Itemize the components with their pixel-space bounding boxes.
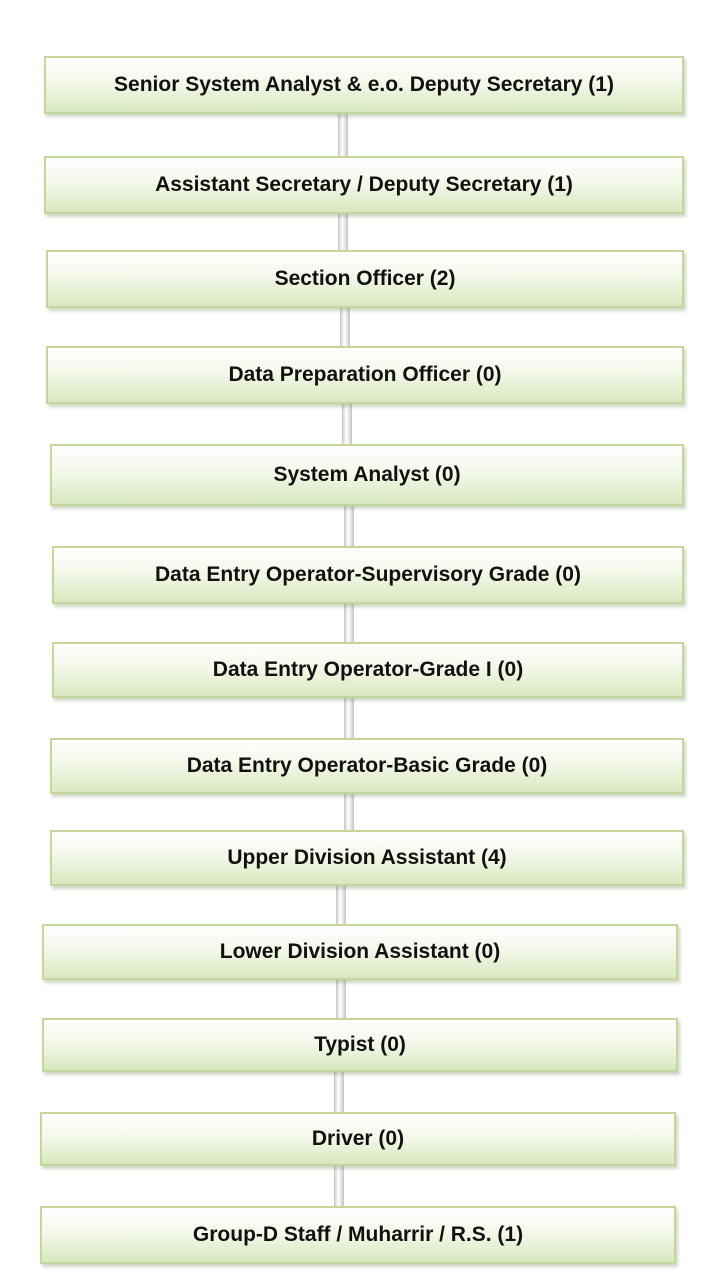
connector-6	[344, 604, 354, 644]
position-box-data-preparation-officer	[46, 346, 684, 404]
position-label: Driver (0)	[311, 1127, 405, 1150]
position-label: Typist (0)	[314, 1033, 406, 1056]
position-label: System Analyst (0)	[273, 463, 461, 486]
connector-9	[336, 886, 346, 926]
position-box-deo-basic-grade	[50, 738, 684, 794]
connector-7	[344, 698, 354, 740]
position-label: Data Entry Operator-Supervisory Grade (0)	[155, 563, 581, 586]
position-box-upper-division-assistant	[50, 830, 684, 886]
position-box-senior-system-analyst	[44, 56, 684, 114]
connector-5	[344, 506, 354, 548]
connector-11	[334, 1072, 344, 1114]
position-label: Senior System Analyst & e.o. Deputy Secretary (1)	[114, 73, 614, 96]
connector-12	[334, 1166, 344, 1208]
position-label: Lower Division Assistant (0)	[219, 940, 501, 963]
position-box-typist	[42, 1018, 678, 1072]
position-box-deo-grade-i	[52, 642, 684, 698]
position-box-lower-division-assistant	[42, 924, 678, 980]
connector-8	[344, 794, 354, 832]
connector-1	[338, 114, 348, 158]
position-box-system-analyst	[50, 444, 684, 506]
connector-2	[338, 214, 348, 252]
position-box-group-d-staff	[40, 1206, 676, 1264]
connector-3	[340, 308, 350, 348]
position-label: Data Entry Operator-Basic Grade (0)	[186, 754, 548, 777]
position-label: Upper Division Assistant (4)	[227, 846, 507, 869]
position-box-assistant-secretary	[44, 156, 684, 214]
connector-10	[336, 980, 346, 1020]
position-label: Section Officer (2)	[274, 267, 456, 290]
connector-4	[342, 404, 352, 446]
position-label: Data Entry Operator-Grade I (0)	[212, 658, 524, 681]
position-label: Data Preparation Officer (0)	[228, 363, 502, 386]
position-box-section-officer	[46, 250, 684, 308]
position-box-driver	[40, 1112, 676, 1166]
position-label: Group-D Staff / Muharrir / R.S. (1)	[192, 1223, 524, 1246]
position-label: Assistant Secretary / Deputy Secretary (1)	[155, 173, 573, 196]
position-box-deo-supervisory-grade	[52, 546, 684, 604]
